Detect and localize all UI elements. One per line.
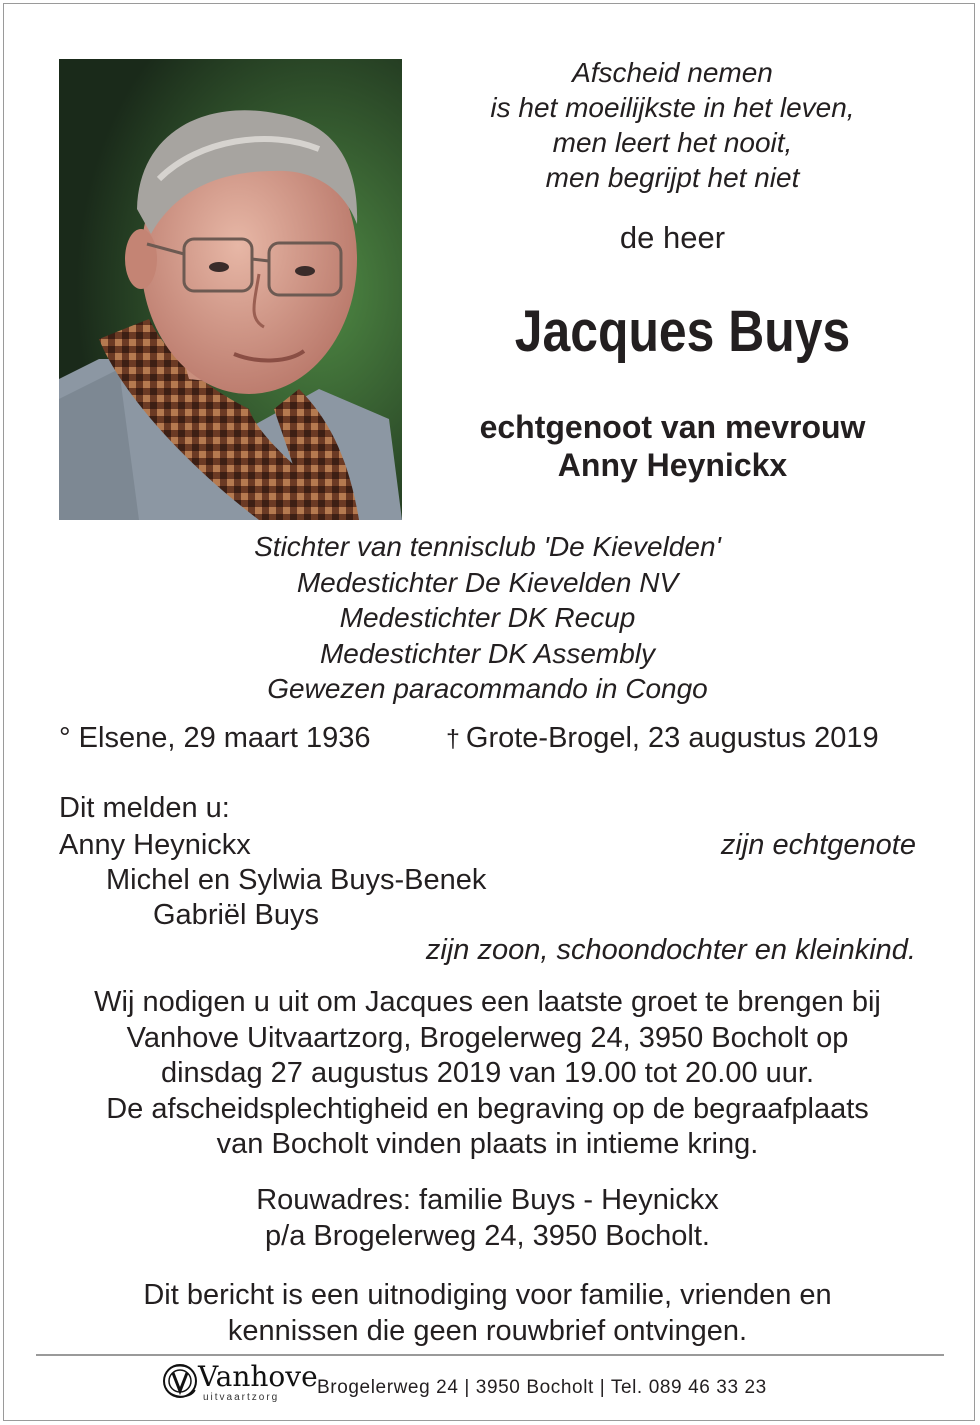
poem-line: men leert het nooit, <box>552 127 793 158</box>
notice-text <box>30 1277 945 1349</box>
mourning-address <box>30 1182 945 1254</box>
deceased-name: Jacques Buys <box>514 299 851 364</box>
invitation-line: De afscheidsplechtigheid en begraving op de begraafplaats <box>106 1092 869 1125</box>
footer-divider <box>36 1354 944 1356</box>
spouse-line-1: echtgenoot van mevrouw <box>479 409 866 445</box>
role-item: Medestichter DK Assembly <box>319 637 656 669</box>
invitation-line: dinsdag 27 augustus 2019 van 19.00 tot 20.00 uur. <box>160 1057 815 1089</box>
birth-date: ° Elsene, 29 maart 1936 <box>59 722 371 754</box>
poem <box>420 55 925 195</box>
role-item: Medestichter De Kievelden NV <box>296 566 679 598</box>
death-date <box>446 722 879 755</box>
invitation-line: Vanhove Uitvaartzorg, Brogelerweg 24, 3950 Bocholt op <box>126 1021 849 1054</box>
vanhove-logo-icon <box>160 1360 200 1402</box>
invitation-line: Wij nodigen u uit om Jacques een laatste groet te brengen bij <box>94 986 881 1018</box>
cross-icon: † <box>446 725 460 753</box>
announcer-children: Michel en Sylwia Buys-Benek <box>106 864 487 896</box>
invitation-line: van Bocholt vinden plaats in intieme kring. <box>216 1128 759 1160</box>
poem-line: Afscheid nemen <box>572 57 773 88</box>
salutation: de heer <box>619 220 726 255</box>
portrait-illustration <box>59 59 402 520</box>
notice-line: Dit bericht is een uitnodiging voor familie, vrienden en <box>143 1279 832 1311</box>
footer-address: Brogelerweg 24 | 3950 Bocholt | Tel. 089 46 33 23 <box>317 1377 767 1398</box>
spouse-line-2: Anny Heynickx <box>557 447 788 483</box>
notice-line: kennissen die geen rouwbrief ontvingen. <box>227 1315 748 1347</box>
logo-wordmark: Vanhove <box>198 1360 318 1393</box>
announcer-spouse-name: Anny Heynickx <box>59 829 251 861</box>
announcer-children-relation: zijn zoon, schoondochter en kleinkind. <box>425 934 916 966</box>
logo-subtitle: uitvaartzorg <box>203 1392 280 1403</box>
poem-line: is het moeilijkste in het leven, <box>490 92 855 123</box>
spouse-block <box>420 408 925 484</box>
death-date-text: Grote-Brogel, 23 augustus 2019 <box>465 722 879 754</box>
role-item: Stichter van tennisclub 'De Kievelden' <box>254 531 721 562</box>
poem-line: men begrijpt het niet <box>545 162 800 193</box>
role-item: Gewezen paracommando in Congo <box>267 673 708 704</box>
mourning-address-line: p/a Brogelerweg 24, 3950 Bocholt. <box>265 1220 710 1252</box>
portrait-photo <box>59 59 402 520</box>
announcer-spouse-relation: zijn echtgenote <box>720 829 916 861</box>
announcer-grandchild: Gabriël Buys <box>153 899 320 931</box>
role-item: Medestichter DK Recup <box>339 602 636 633</box>
invitation-text <box>30 985 945 1163</box>
announcers-intro: Dit melden u: <box>59 792 230 824</box>
mourning-address-line: Rouwadres: familie Buys - Heynickx <box>256 1184 719 1216</box>
roles-list <box>40 529 935 707</box>
